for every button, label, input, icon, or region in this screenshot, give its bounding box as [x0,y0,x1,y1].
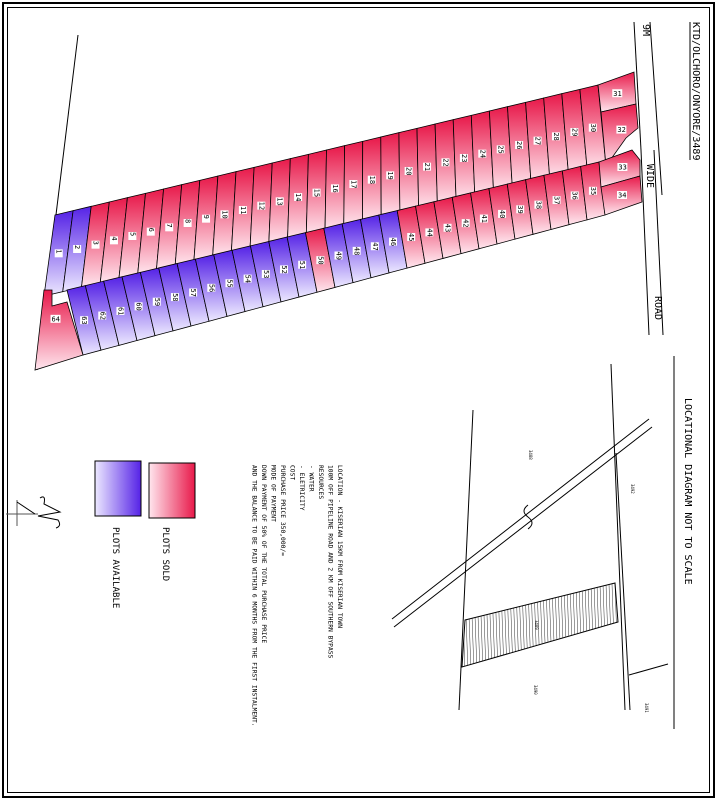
plot-number: 1 [54,249,63,254]
plot-number: 57 [189,288,198,297]
note-line: MODE OF PAYMENT [269,465,277,522]
plot-number: 43 [443,223,452,233]
note-line: RESOURCES [317,465,324,500]
plot-number: 11 [238,206,247,215]
plot-number: 28 [551,132,560,141]
locational-diagram-title: LOCATIONAL DIAGRAM NOT TO SCALE [682,398,693,585]
note-line: 100M OFF PIPELINE ROAD AND 2 KM OFF SOUTHERN BYPASS [326,465,334,659]
plot-number: 56 [207,283,216,293]
plot-number: 37 [552,196,561,205]
note-line: AND THE BALANCE TO BE PAID WITHIN 6 MONTHS FROM THE FIRST INSTALMENT. [250,465,258,727]
side-road-label-wide: WIDE [644,164,655,189]
note-line: COST [288,465,296,481]
legend-label-sold: PLOTS SOLD [160,527,170,582]
parcel-label: 3492 [630,484,635,494]
legend-swatch-sold [149,463,195,518]
legend-label-available: PLOTS AVAILABLE [110,527,120,609]
plot-number: 13 [275,197,284,206]
plot-number: 29 [570,128,579,137]
plot-number: 15 [312,188,321,198]
parcel-label: 3489 [534,620,539,630]
plot-number: 36 [570,191,579,200]
plot-number: 35 [588,186,597,196]
legend [95,461,195,608]
plot-number: 23 [459,154,468,163]
plot-number: 26 [515,141,524,150]
plot-number: 20 [404,167,413,176]
plot-number: 2 [73,245,82,250]
side-road-label-road: ROAD [652,296,663,321]
drawing-reference [690,22,701,160]
plot-number: 49 [334,251,343,260]
plot-number: 51 [298,260,307,270]
plot-number: 21 [423,162,432,172]
plot-number: 9 [202,214,211,219]
plot-number: 50 [316,256,325,265]
plot-number: 22 [441,158,450,167]
plot-number: 45 [407,233,416,242]
plot-number: 25 [496,145,505,154]
plot-number: 33 [618,163,627,172]
plot-number: 61 [116,306,125,316]
plot-number: 24 [478,149,487,159]
plot-number: 41 [479,214,488,223]
plot-number: 3 [91,240,100,245]
top-road-label: 9M [640,24,651,37]
plot-number: 27 [533,136,542,146]
parcel-label: 3490 [533,685,538,695]
plot-number: 58 [170,293,179,302]
north-arrow-icon [6,497,60,528]
note-line: LOCATION - KISERIAN 15KM FROM KISERIAN TOWN [336,465,343,629]
note-line: PURCHASE PRICE 350,000/= [279,465,286,556]
plot-number: 53 [261,269,270,279]
side-road [641,150,663,335]
plot-number: 38 [534,200,543,210]
plot-number: 14 [294,193,303,202]
plot-number: 60 [134,302,143,311]
plot-number: 10 [220,210,229,219]
plot-number: 16 [330,184,339,193]
plot-number: 44 [425,228,434,237]
plot-number: 54 [243,274,252,284]
plot-number: 42 [461,219,470,228]
plot-number: 55 [225,279,234,288]
plot-number: 46 [389,237,398,247]
plot-number: 52 [279,265,288,274]
plot-number: 12 [257,201,266,211]
plot-number: 64 [51,315,60,324]
plot-number: 63 [80,316,89,325]
locational-diagram [392,356,693,729]
plot-number: 19 [386,171,395,180]
plot-number: 31 [613,89,622,98]
legend-swatch-available [95,461,141,516]
plot-number: 4 [109,236,118,241]
plot-number: 17 [349,180,358,189]
parcel-label: 3488 [528,450,533,460]
plot-number: 6 [146,227,155,232]
note-line: DOWN PAYMENT OF 50% OF THE TOTAL PURCHASE PRICE [260,465,267,644]
plot-number: 30 [588,123,597,133]
plot-number: 40 [498,209,507,219]
plot-number: 5 [128,232,137,237]
plot-number: 47 [370,242,379,251]
notes-block [251,465,344,727]
drawing-reference-text: KTD/OLCHORO/ONYORE/3489 [690,22,701,161]
plot-number: 8 [183,219,192,224]
plot-number: 59 [152,297,161,307]
plot-number: 32 [617,126,626,135]
plot-number: 48 [352,246,361,256]
plot-number: 39 [516,205,525,214]
note-line: - WATER [307,465,315,492]
plot-number: 34 [618,191,627,200]
note-line: - ELETRICITY [298,465,305,511]
plot-number: 7 [165,223,174,228]
parcel-label: 3491 [644,703,649,713]
plot-number: 62 [98,311,107,321]
plot-number: 18 [367,175,376,185]
